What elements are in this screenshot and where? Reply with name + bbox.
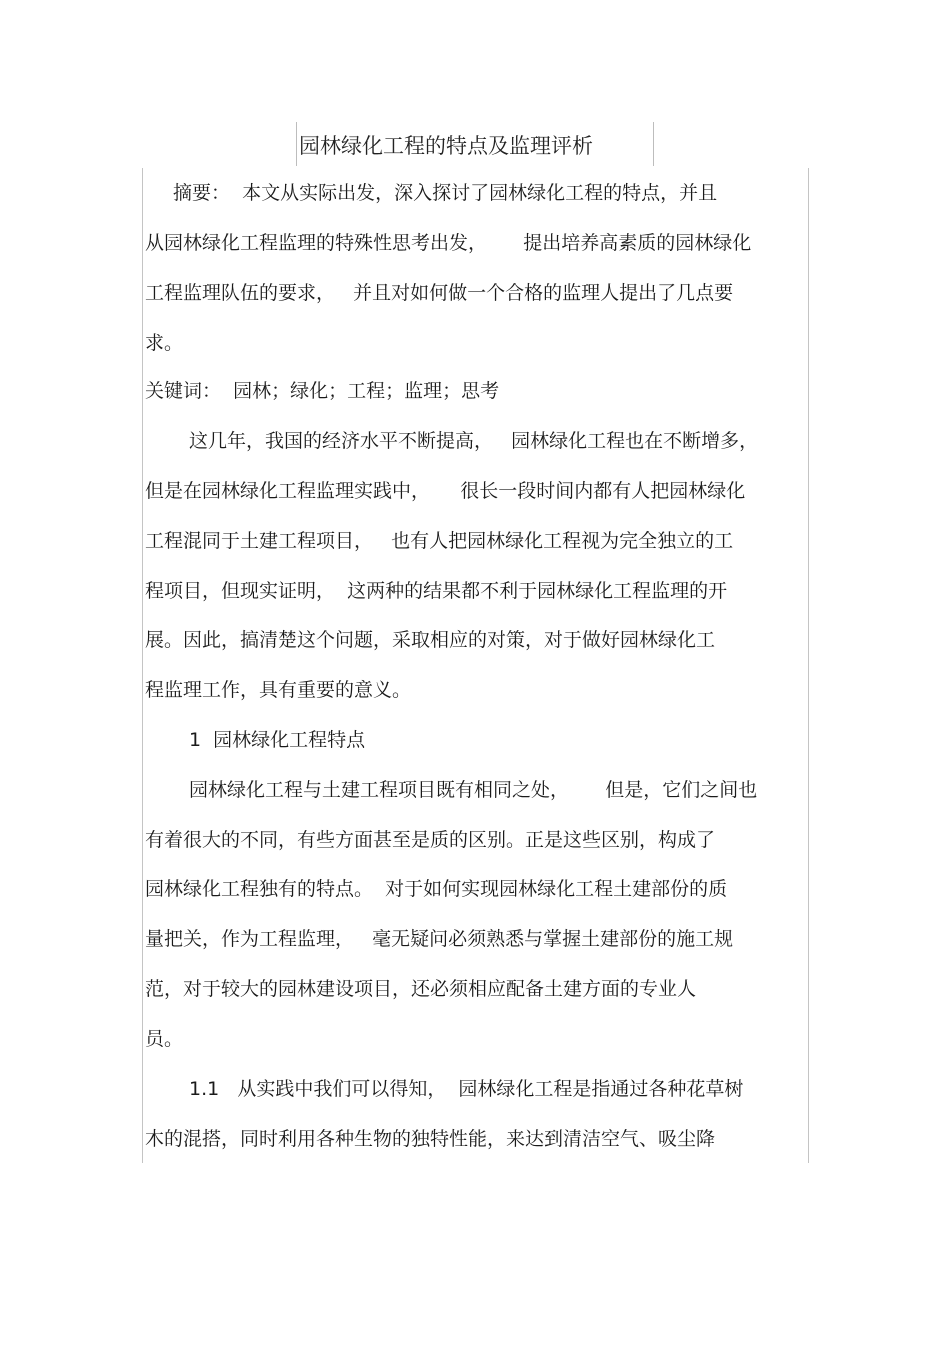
paragraph-line: 范，对于较大的园林建设项目，还必须相应配备土建方面的专业人 bbox=[145, 978, 697, 1000]
paragraph-line: 员。 bbox=[145, 1028, 184, 1050]
abstract-line-3: 工程监理队伍的要求， 并且对如何做一个合格的监理人提出了几点要 bbox=[145, 282, 734, 304]
paragraph-line: 园林绿化工程独有的特点。 对于如何实现园林绿化工程土建部份的质 bbox=[145, 878, 728, 900]
paragraph-line: 程监理工作，具有重要的意义。 bbox=[145, 679, 412, 701]
keywords-line: 关键词： 园林；绿化；工程；监理；思考 bbox=[145, 380, 500, 402]
subsection-line: 1.1 从实践中我们可以得知， 园林绿化工程是指通过各种花草树 bbox=[189, 1078, 744, 1100]
abstract-line-4: 求。 bbox=[145, 332, 184, 354]
paragraph-line: 但是在园林绿化工程监理实践中， 很长一段时间内都有人把园林绿化 bbox=[145, 480, 746, 502]
paragraph-line: 有着很大的不同，有些方面甚至是质的区别。正是这些区别，构成了 bbox=[145, 829, 716, 851]
section-heading: 1 园林绿化工程特点 bbox=[189, 729, 366, 751]
paragraph-line: 木的混搭，同时利用各种生物的独特性能，来达到清洁空气、吸尘降 bbox=[145, 1128, 716, 1150]
document-body bbox=[142, 168, 809, 1163]
abstract-line-2: 从园林绿化工程监理的特殊性思考出发， 提出培养高素质的园林绿化 bbox=[145, 232, 752, 254]
paragraph-line: 展。因此，搞清楚这个问题，采取相应的对策，对于做好园林绿化工 bbox=[145, 629, 716, 651]
paragraph-line: 程项目，但现实证明， 这两种的结果都不利于园林绿化工程监理的开 bbox=[145, 580, 728, 602]
paragraph-line: 这几年，我国的经济水平不断提高， 园林绿化工程也在不断增多， bbox=[189, 430, 759, 452]
document-title: 园林绿化工程的特点及监理评析 bbox=[299, 134, 593, 158]
abstract-line-1: 摘要： 本文从实际出发，深入探讨了园林绿化工程的特点，并且 bbox=[173, 182, 718, 204]
paragraph-line: 园林绿化工程与土建工程项目既有相同之处， 但是，它们之间也 bbox=[189, 779, 758, 801]
paragraph-line: 工程混同于土建工程项目， 也有人把园林绿化工程视为完全独立的工 bbox=[145, 530, 734, 552]
paragraph-line: 量把关，作为工程监理， 毫无疑问必须熟悉与掌握土建部份的施工规 bbox=[145, 928, 734, 950]
